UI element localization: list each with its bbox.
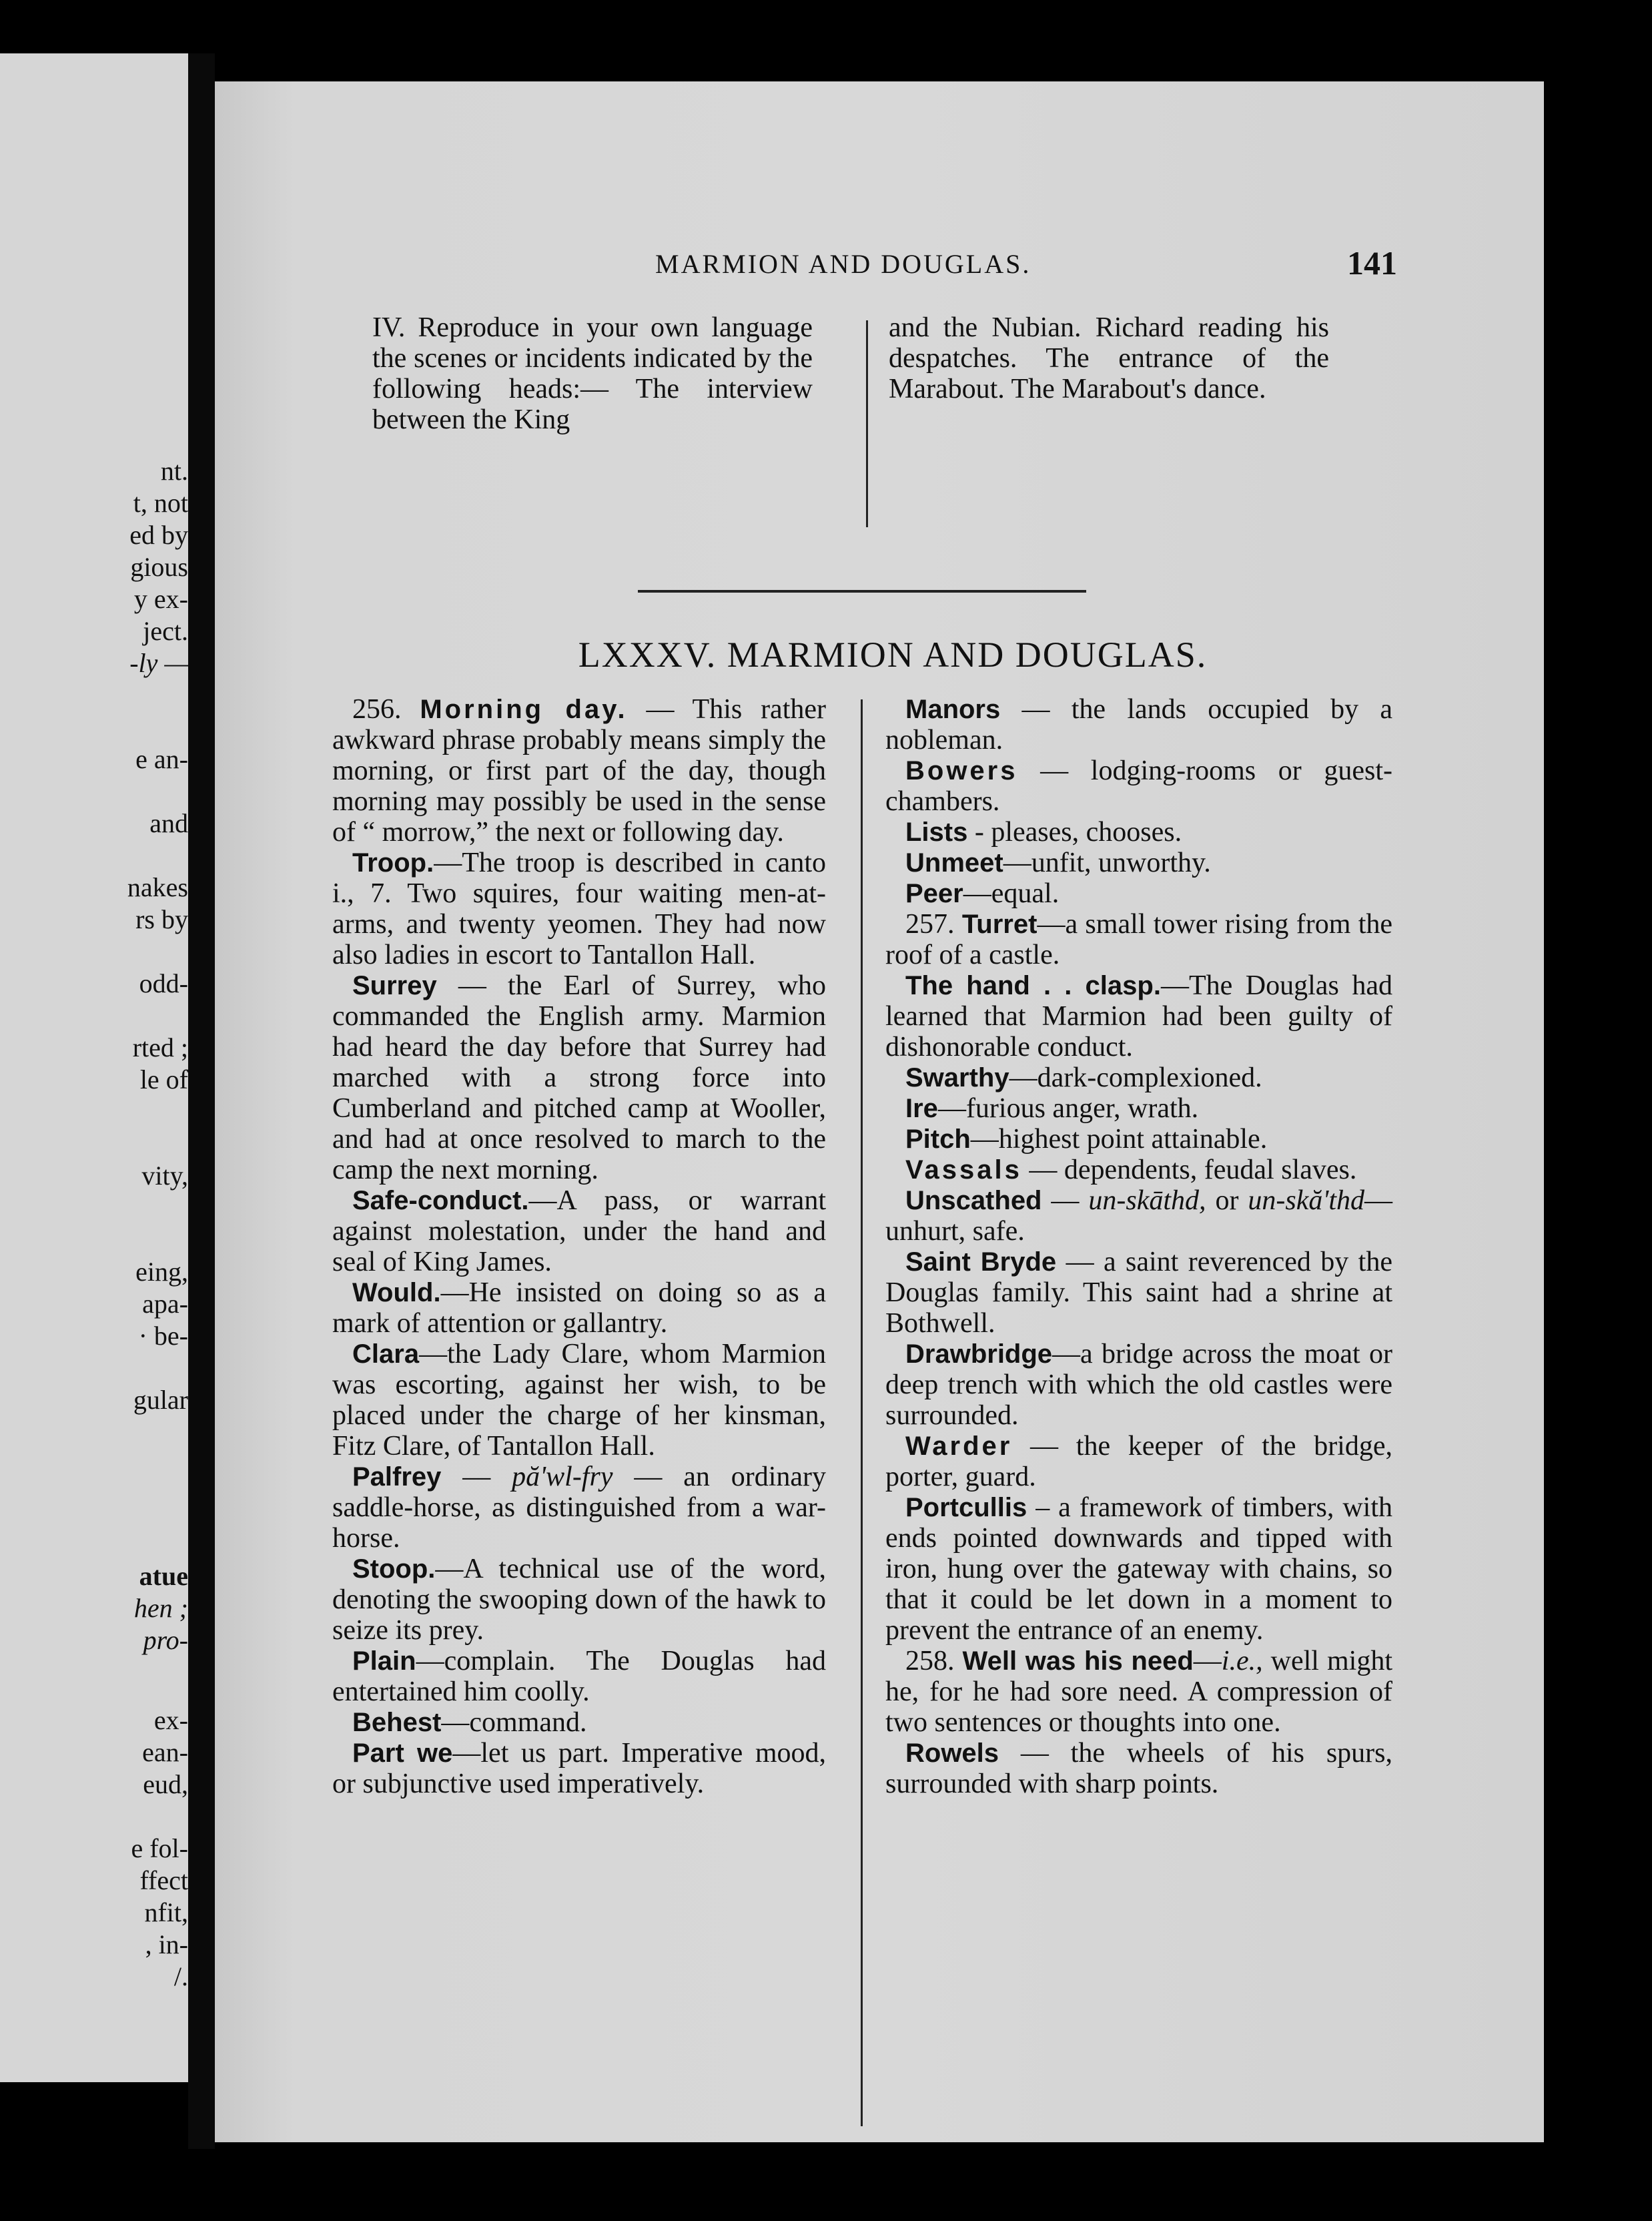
gloss-definition: —He insisted on doing so as a mark of attention or gallantry. xyxy=(332,1277,826,1339)
running-header: MARMION AND DOUGLAS. xyxy=(655,249,1031,279)
gloss-definition: — the keeper of the bridge, porter, guard. xyxy=(885,1431,1392,1492)
gloss-definition: — xyxy=(441,1462,512,1492)
gloss-definition: —a bridge across the moat or deep trench with which the old castles were surrounded. xyxy=(885,1339,1392,1431)
gloss-definition: — xyxy=(1042,1185,1089,1216)
gloss-definition: — This rather awkward phrase probably means simply the morning, or first part of the day, though morning may possibly be used in the sense of “ morrow,” the next or following day. xyxy=(332,694,827,848)
book-page xyxy=(215,81,1544,2142)
facing-page-text: nakes xyxy=(127,872,188,902)
gloss-term: Saint Bryde xyxy=(905,1247,1057,1277)
gloss-term: Safe-conduct. xyxy=(352,1186,529,1215)
entry-number: 257. xyxy=(905,909,962,940)
gloss-entry xyxy=(885,1093,1392,1124)
gloss-term: Surrey xyxy=(352,971,437,1000)
facing-page-text: and xyxy=(149,808,188,838)
gloss-term: Peer xyxy=(905,879,963,908)
gloss-term: Bowers xyxy=(905,756,1018,785)
facing-page-fragment xyxy=(0,53,188,2082)
facing-page-text: ed by xyxy=(129,520,188,550)
gloss-definition: —highest point attainable. xyxy=(970,1124,1268,1155)
gloss-entry xyxy=(332,1646,826,1707)
page-number: 141 xyxy=(1347,244,1397,282)
gloss-entry xyxy=(332,1339,826,1462)
gloss-term: Warder xyxy=(905,1432,1013,1461)
gloss-definition: - pleases, chooses. xyxy=(967,817,1182,848)
entry-number: 256. xyxy=(352,694,420,725)
gloss-term: Troop. xyxy=(352,848,434,878)
facing-page-text: eud, xyxy=(143,1769,188,1799)
facing-page-text: e an- xyxy=(135,744,188,774)
question-right-column: and the Nubian. Richard reading his despatches. The entrance of the Marabout. The Marabout's dance. xyxy=(889,312,1329,404)
gloss-term: The hand . . clasp. xyxy=(905,971,1161,1000)
gloss-definition: or xyxy=(1206,1185,1248,1216)
facing-page-text: -ly — xyxy=(129,648,188,678)
gloss-term: Behest xyxy=(352,1708,442,1737)
gloss-entry xyxy=(885,1155,1392,1185)
gloss-definition: — dependents, feudal slaves. xyxy=(1021,1155,1357,1185)
book-gutter xyxy=(188,53,215,2149)
gloss-definition: — xyxy=(1193,1646,1222,1676)
gloss-definition: —unhurt, safe. xyxy=(885,1185,1392,1247)
gloss-entry xyxy=(885,878,1392,909)
gloss-term: Lists xyxy=(905,818,968,847)
facing-page-text: y ex- xyxy=(133,584,188,614)
gloss-term: Clara xyxy=(352,1339,420,1369)
gloss-definition: — lodging-rooms or guest-chambers. xyxy=(885,755,1392,817)
facing-page-text: t, not xyxy=(133,488,188,518)
gloss-definition: —furious anger, wrath. xyxy=(937,1093,1199,1124)
gloss-term: Portcullis xyxy=(905,1493,1027,1522)
facing-page-text: /. xyxy=(173,1961,188,1991)
facing-page-text: vity, xyxy=(141,1161,188,1191)
gloss-entry xyxy=(885,970,1392,1062)
pronunciation: pă'wl-fry xyxy=(512,1462,613,1492)
gloss-term: Turret xyxy=(961,910,1038,939)
gloss-entry xyxy=(332,1707,826,1738)
gloss-entry xyxy=(885,1339,1392,1431)
gloss-definition: —equal. xyxy=(963,878,1060,909)
gloss-definition: — a saint reverenced by the Douglas family. This saint had a shrine at Bothwell. xyxy=(885,1247,1392,1339)
facing-page-text: odd- xyxy=(139,968,188,998)
gloss-term: Part we xyxy=(352,1738,453,1768)
facing-page-text: ject. xyxy=(143,616,188,646)
gloss-definition: – a framework of timbers, with ends pointed downwards and tipped with iron, hung over the gateway with chains, so that it could be let down in a moment to prevent the entrance of an enemy. xyxy=(885,1492,1392,1646)
facing-page-text: hen ; xyxy=(133,1593,188,1623)
gloss-definition: —let us part. Imperative mood, or subjunctive used imperatively. xyxy=(332,1738,826,1799)
gloss-term: Drawbridge xyxy=(905,1339,1053,1369)
gloss-entry xyxy=(885,1646,1392,1738)
section-title: LXXXV. MARMION AND DOUGLAS. xyxy=(578,635,1208,675)
gloss-definition: —A technical use of the word, denoting the swooping down of the hawk to seize its prey. xyxy=(332,1554,826,1646)
gloss-definition: — the Earl of Surrey, who commanded the English army. Marmion had heard the day before that Surrey had marched with a strong force into Cumberland and pitched camp at Wooller, and had at once resolved to march to the camp the next morning. xyxy=(332,970,826,1185)
gloss-term: Manors xyxy=(905,695,1001,724)
gloss-entry xyxy=(332,1462,826,1554)
gloss-entry xyxy=(332,1185,826,1277)
gloss-entry xyxy=(332,1554,826,1646)
gloss-definition: —command. xyxy=(441,1707,587,1738)
notes-left-column xyxy=(332,694,826,1799)
gloss-definition: —the Lady Clare, whom Marmion was escorting, against her wish, to be placed under the charge of her kinsman, Fitz Clare, of Tantallon Hall. xyxy=(332,1339,826,1462)
gloss-entry xyxy=(885,1062,1392,1093)
gloss-definition: — an ordinary saddle-horse, as distinguished from a war-horse. xyxy=(332,1462,826,1554)
facing-page-text: gular xyxy=(133,1385,188,1415)
gloss-term: Would. xyxy=(352,1278,441,1307)
gloss-definition: — the wheels of his spurs, surrounded with sharp points. xyxy=(885,1738,1392,1799)
pronunciation: un-skāthd, xyxy=(1088,1185,1206,1216)
notes-right-column xyxy=(885,694,1392,1799)
facing-page-text: eing, xyxy=(135,1257,188,1287)
pronunciation: un-skă'thd xyxy=(1248,1185,1364,1216)
question-left-column: IV. Reproduce in your own language the scenes or incidents indicated by the following heads:— The interview between the King xyxy=(372,312,813,435)
gloss-entry xyxy=(885,755,1392,817)
gloss-entry xyxy=(885,1247,1392,1339)
gloss-entry xyxy=(885,1492,1392,1646)
facing-page-text: e fol- xyxy=(131,1833,188,1863)
gloss-entry xyxy=(885,848,1392,878)
gloss-term: Plain xyxy=(352,1646,416,1676)
gloss-term: Vassals xyxy=(905,1155,1022,1185)
gloss-entry xyxy=(332,694,826,848)
gloss-definition: —a small tower rising from the roof of a castle. xyxy=(885,909,1393,970)
gloss-term: Well was his need xyxy=(962,1646,1194,1676)
gloss-entry xyxy=(885,1738,1392,1799)
gloss-term: Morning day. xyxy=(420,695,628,724)
gloss-entry xyxy=(332,1277,826,1339)
gloss-term: Swarthy xyxy=(905,1063,1009,1092)
gloss-definition: —unfit, unworthy. xyxy=(1003,848,1211,878)
pronunciation: i.e., xyxy=(1221,1646,1263,1676)
gloss-entry xyxy=(332,970,826,1185)
gloss-definition: —The Douglas had learned that Marmion had been guilty of dishonorable conduct. xyxy=(885,970,1392,1062)
facing-page-text: gious xyxy=(130,552,188,582)
facing-page-text: le of xyxy=(139,1064,188,1094)
gloss-definition: —A pass, or warrant against molestation, under the hand and seal of King James. xyxy=(332,1185,826,1277)
facing-page-text: pro- xyxy=(143,1625,188,1655)
facing-page-text: ffect xyxy=(139,1865,188,1895)
entry-number: 258. xyxy=(905,1646,963,1676)
gloss-entry xyxy=(885,694,1392,755)
gloss-term: Stoop. xyxy=(352,1554,436,1584)
facing-page-text: rted ; xyxy=(132,1032,188,1062)
facing-page-text: ex- xyxy=(153,1705,188,1735)
gloss-entry xyxy=(885,1124,1392,1155)
gloss-definition: — the lands occupied by a nobleman. xyxy=(885,694,1392,755)
gloss-term: Ire xyxy=(905,1094,938,1123)
facing-page-text: apa- xyxy=(142,1289,188,1319)
section-rule xyxy=(638,590,1086,593)
gloss-term: Rowels xyxy=(905,1738,999,1768)
gloss-entry xyxy=(885,909,1392,970)
gloss-entry xyxy=(332,848,826,970)
gloss-term: Pitch xyxy=(905,1125,971,1154)
gloss-entry xyxy=(885,1431,1392,1492)
gloss-definition: —The troop is described in canto i., 7. Two squires, four waiting men-at-arms, and twenty yeomen. They had now also ladies in escort to Tantallon Hall. xyxy=(332,848,826,970)
facing-page-text: nfit, xyxy=(144,1897,188,1927)
gloss-entry xyxy=(885,817,1392,848)
facing-page-text: nt. xyxy=(160,456,188,486)
gloss-definition: —dark-complexioned. xyxy=(1009,1062,1262,1093)
facing-page-text: · be- xyxy=(138,1321,188,1351)
gloss-definition: well might he, for he had sore need. A compression of two sentences or thoughts into one. xyxy=(885,1646,1392,1738)
notes-column-divider xyxy=(861,699,863,2126)
facing-page-text: ean- xyxy=(142,1737,188,1767)
facing-page-text: , in- xyxy=(145,1929,188,1959)
facing-page-text: rs by xyxy=(135,904,188,934)
facing-page-text: atue xyxy=(139,1561,188,1591)
gloss-term: Palfrey xyxy=(352,1462,442,1492)
gloss-entry xyxy=(885,1185,1392,1247)
gloss-entry xyxy=(332,1738,826,1799)
gloss-term: Unmeet xyxy=(905,848,1003,878)
gloss-definition: —complain. The Douglas had entertained him coolly. xyxy=(332,1646,826,1707)
gloss-term: Unscathed xyxy=(905,1186,1042,1215)
question-column-divider xyxy=(866,320,868,527)
